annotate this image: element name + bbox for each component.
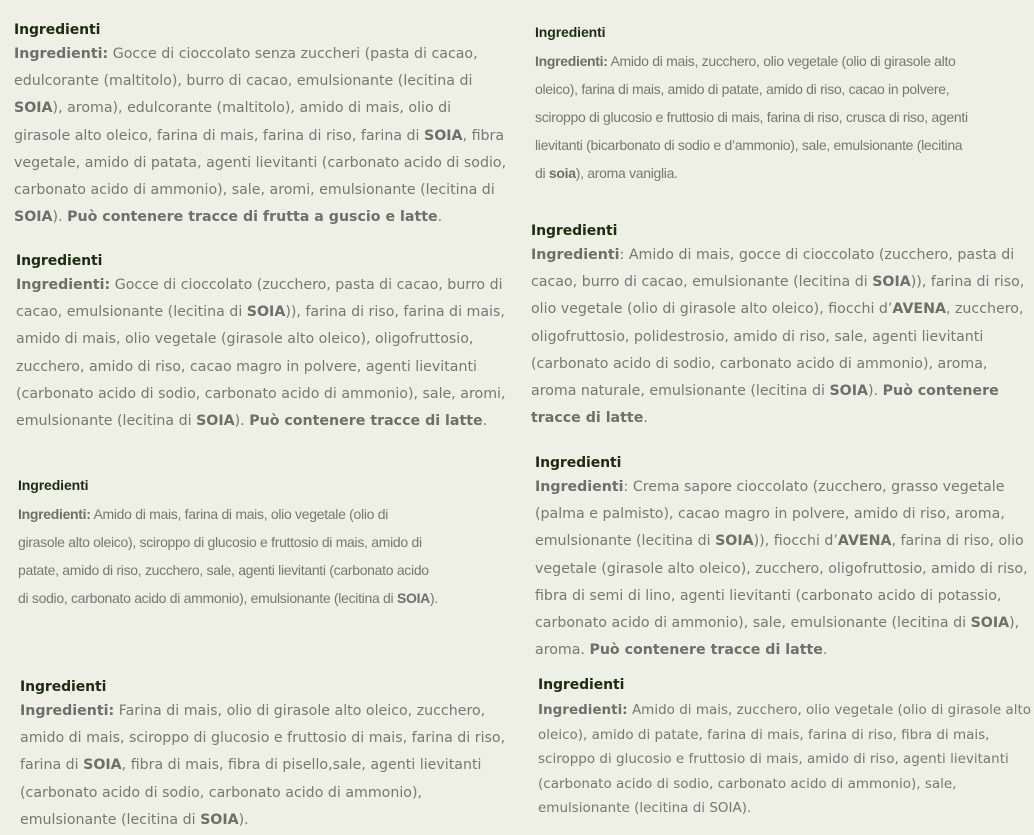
allergen-warning: Può contenere tracce di latte bbox=[249, 413, 483, 430]
ingredients-block-7 bbox=[535, 454, 1034, 664]
ingredients-block-3 bbox=[18, 476, 438, 612]
block-heading: Ingredienti bbox=[14, 22, 101, 38]
block-heading: Ingredienti bbox=[20, 679, 107, 695]
ingredients-block-2 bbox=[16, 252, 508, 435]
ingredients-text: Ingredienti: Gocce di cioccolato (zucchero, pasta di cacao, burro di cacao, emulsionante (lecitina di SOIA)), farina di riso, farina di mais, amido di mais, olio vegetale (girasole alto oleico), oligofruttosio, zucchero, amido di riso, cacao magro in polvere, agenti lievitanti (carbonato acido di sodio, carbonato acido di ammonio), sale, aromi, emulsionante (lecitina di SOIA). Può contenere tracce di latte. bbox=[16, 277, 506, 430]
ingredients-text: Ingredienti: Crema sapore cioccolato (zucchero, grasso vegetale (palma e palmisto), cacao magro in polvere, amido di riso, aroma, emulsionante (lecitina di SOIA)), fiocchi d’AVENA, farina di riso, olio vegetale (girasole alto oleico), zucchero, oligofruttosio, amido di riso, fibra di semi di lino, agenti lievitanti (carbonato acido di potassio, carbonato acido di ammonio), sale, emulsionante (lecitina di SOIA), aroma. Può contenere tracce di latte. bbox=[535, 479, 1028, 659]
ingredients-block-8 bbox=[538, 676, 1032, 821]
ingredients-text: Ingredienti: Farina di mais, olio di girasole alto oleico, zucchero, amido di mais, sciroppo di glucosio e fruttosio di mais, farina di riso, farina di SOIA, fibra di mais, fibra di pisello,sale, agenti lievitanti (carbonato acido di sodio, carbonato acido di ammonio), emulsionante (lecitina di SOIA). bbox=[20, 703, 506, 828]
ingredients-block-4 bbox=[20, 678, 520, 834]
ingredients-text: Ingredienti: Amido di mais, zucchero, olio vegetale (olio di girasole alto oleico), amido di patate, farina di mais, farina di riso, fibra di mais, sciroppo di glucosio e fruttosio di mais, amido di riso, agenti lievitanti (carbonato acido di sodio, carbonato acido di ammonio), sale, emulsionante (lecitina di SOIA). bbox=[538, 702, 1031, 816]
ingredients-block-5 bbox=[535, 23, 975, 187]
allergen-warning: Può contenere tracce di frutta a guscio e latte bbox=[67, 209, 438, 226]
block-heading: Ingredienti bbox=[18, 477, 89, 493]
block-heading: Ingredienti bbox=[16, 253, 103, 269]
ingredients-text: Ingredienti: Amido di mais, farina di mais, olio vegetale (olio di girasole alto oleico), sciroppo di glucosio e fruttosio di mais, amido di patate, amido di riso, zucchero, sale, agenti lievitanti (carbonato acido di sodio, carbonato acido di ammonio), emulsionante (lecitina di SOIA). bbox=[18, 506, 438, 606]
ingredients-text: Ingredienti: Gocce di cioccolato senza zuccheri (pasta di cacao, edulcorante (maltitolo), burro di cacao, emulsionante (lecitina di SOIA), aroma), edulcorante (maltitolo), amido di mais, olio di girasole alto oleico, farina di mais, farina di riso, farina di SOIA, fibra vegetale, amido di patata, agenti lievitanti (carbonato acido di sodio, carbonato acido di ammonio), sale, aromi, emulsionante (lecitina di SOIA). Può contenere tracce di frutta a guscio e latte. bbox=[14, 46, 507, 226]
block-heading: Ingredienti bbox=[531, 223, 618, 239]
block-heading: Ingredienti bbox=[538, 677, 625, 693]
allergen-warning: Può contenere tracce di latte bbox=[589, 642, 823, 659]
ingredients-block-6 bbox=[531, 222, 1034, 432]
block-heading: Ingredienti bbox=[535, 24, 606, 40]
ingredients-block-1 bbox=[14, 21, 509, 231]
allergen-warning: Può contenere tracce di latte bbox=[531, 383, 999, 427]
ingredients-text: Ingredienti: Amido di mais, gocce di cioccolato (zucchero, pasta di cacao, burro di cacao, emulsionante (lecitina di SOIA)), farina di riso, olio vegetale (olio di girasole alto oleico), fiocchi d’AVENA, zucchero, oligofruttosio, polidestrosio, amido di riso, sale, agenti lievitanti (carbonato acido di sodio, carbonato acido di ammonio), aroma, aroma naturale, emulsionante (lecitina di SOIA). Può contenere tracce di latte. bbox=[531, 247, 1025, 427]
block-heading: Ingredienti bbox=[535, 455, 622, 471]
ingredients-text: Ingredienti: Amido di mais, zucchero, olio vegetale (olio di girasole alto oleico), farina di mais, amido di patate, amido di riso, cacao in polvere, sciroppo di glucosio e fruttosio di mais, farina di riso, crusca di riso, agenti lievitanti (bicarbonato di sodio e d’ammonio), sale, emulsionante (lecitina di soia), aroma vaniglia. bbox=[535, 53, 968, 181]
